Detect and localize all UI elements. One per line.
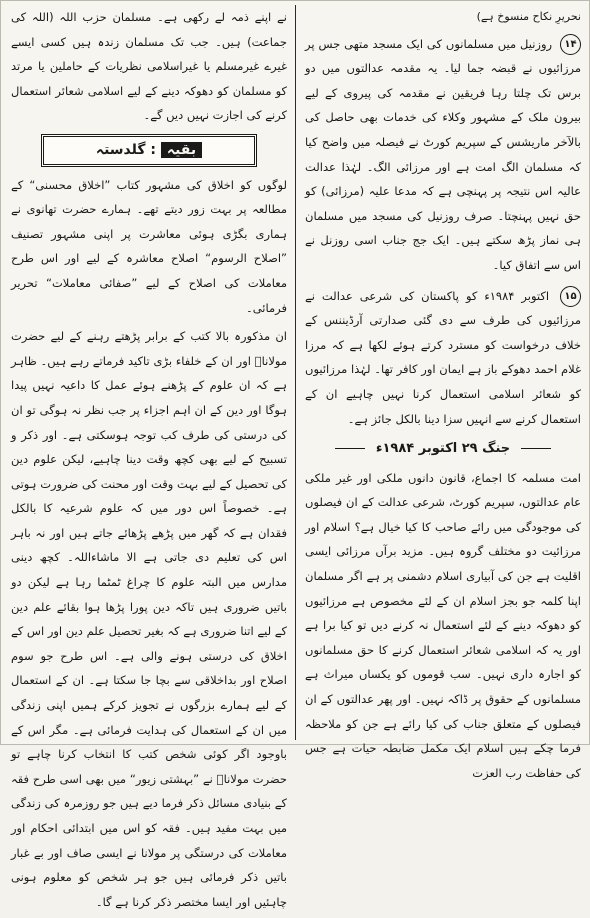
item-15-text: اکتوبر ۱۹۸۴ء کو پاکستان کی شرعی عدالت نے مرزائیوں کی طرف سے دی گئی صدارتی آرڈیننس کے خلاف درخواست کو مسترد کرتے ہوئے لکھا ہے کہ مرزا غلام احمد دھوکے باز ہے ایمان اور کافر تھا۔ لہٰذا مرزائیوں کو شعائر اسلامی استعمال کرنا نہیں چاہیے ان کے استعمال کرنے سے انہیں سزا دینا بالکل جائز ہے۔ [305, 288, 581, 426]
item-15 [305, 284, 581, 432]
item-number-badge: ۱۵ [560, 286, 581, 307]
dated-headline [305, 437, 581, 462]
section-banner [41, 134, 257, 167]
item-number-badge: ۱۴ [560, 34, 581, 55]
banner-part-1: بقیہ [161, 142, 202, 158]
headline-rule [521, 448, 551, 449]
left-paragraph-2: ان مذکورہ بالا کتب کے برابر پڑھتے رہنے کے لیے حضرت مولاناؒ اور ان کے خلفاء بڑی تاکید فرماتے رہے ہیں۔ ظاہر ہے کہ ان علوم کے پڑھنے ہوئے عمل کا داعیہ نہیں پیدا ہوگا اور دین کے ان اہم اجزاء پر جب نظر نہ ہوگی تو ان کی درستی کی طرف کب توجہ ہوسکتی ہے۔ اور ذکر و تسبیح کے لیے بھی کچھ وقت دینا چاہیے، لیکن علوم دین کی تحصیل کے لیے بہت وقت اور محنت کی ضرورت ہوتی ہے۔ خصوصاً اس دور میں کہ علوم شرعیہ کا بالکل فقدان ہے کہ گھر میں پڑھے پڑھائے جاتے ہیں اور نہ باہر اس کی تعلیم دی جاتی ہے الا ماشاءاللہ۔ کچھ دینی مدارس میں البتہ علوم کا چراغ ٹمٹما رہا ہے لیکن دو باتیں ضروری ہیں تاکہ دین پورا پڑھا ہوا بقائے علم دین کے لیے اتنا ضروری ہے کہ بغیر تحصیل علم دین اور اس کے اخلاق کی درستی ہونے والی ہے۔ اس طرح جو سوم اصلاح اور بداخلاقی سے بچا جا سکتا ہے۔ ان کے استعمال کے لیے ہمارے بزرگوں نے تجویز کرکے ہمیں اپنی زندگی میں ان کے استعمال کی ہدایت فرمائی ہے۔ مگر اس کے باوجود اگر کوئی شخص کتب کا انتخاب کرنا چاہے تو حضرت مولاناؒ نے ”بہشتی زیور“ میں بھی اسی طرح فقہ کے بنیادی مسائل ذکر فرما دیے ہیں جو روزمرہ کی زندگی میں بہت مفید ہیں۔ فقہ کو اس میں ابتدائی احکام اور معاملات کی درستگی پر مولانا نے ایسی صاف اور بے غبار باتیں ذکر فرمائی ہیں جو ہر شخص کو معلوم ہونی چاہئیں اور ایسا مختصر ذکر کرنا ہے گا۔ [11, 329, 287, 909]
headline-rule [335, 448, 365, 449]
left-column [5, 5, 293, 918]
column-divider [295, 5, 296, 740]
item-14 [305, 32, 581, 278]
left-top-paragraph: نے اپنے ذمہ لے رکھی ہے۔ مسلمان حزب اللہ (اللہ کی جماعت) ہیں۔ جب تک مسلمان زندہ ہیں کسی ایسے غیرے غیرمسلم یا غیراسلامی نظریات کے حاملین یا مرتد کو مسلمان کو دھوکہ دینے کے لیے اسلامی شعائر استعمال کرنے کی اجازت نہیں دیں گے۔ [11, 10, 287, 123]
closing-paragraph: امت مسلمہ کا اجماع، قانون دانوں ملکی اور غیر ملکی عام عدالتوں، سپریم کورٹ، شرعی عدالت کے ان فیصلوں کی موجودگی میں رائے صاحب کا کیا خیال ہے؟ اسلام اور مرزائیت دو مختلف گروہ ہیں۔ مزید برآں مرزائی ایسی اقلیت ہے جن کی آبیاری اسلام دشمنی پر ہے اگر مسلمان اپنا کلمہ جو بجز اسلام ان کے لئے مخصوص ہے مرزائیوں کو دھوکہ دینے کے لئے استعمال نہ کرنے دیں تو کیا برا ہے اور یہ کہ اسلامی شعائر استعمال کرنے کا حق مسلمانوں کو اجارہ داری نہیں۔ سب قوموں کو یکساں میراث ہے مسلمانوں کے حقوق پر ڈاکہ نہیں۔ اور پھر عدالتوں کے ان فیصلوں کے متعلق جناب کی کیا رائے ہے جن کو ملاحظہ فرما چکے ہیں اسلام ایک مکمل ضابطہ حیات ہے جس کی حفاظت رب العزت [305, 470, 581, 780]
column-caption: نحریرِ نکاح منسوخ ہے) [476, 10, 581, 23]
headline-text: جنگ ۲۹ اکتوبر ۱۹۸۴ء [375, 441, 511, 457]
item-14-text: روزنیل میں مسلمانوں کی ایک مسجد متھی جس پر مرزائیوں نے قبضہ جما لیا۔ یہ مقدمہ عدالتوں میں دو برس تک چلتا رہا فریقین نے مقدمہ کی پیروی کے لیے بیرون ملک کے مشہور وکلاء کی خدمات بھی حاصل کی بالآخر ماریشس کے سپریم کورٹ نے فیصلہ میں واضح کیا کہ مسلمان الگ امت ہے اور مرزائی الگ۔ لہٰذا عدالت عالیہ اس نتیجہ پر پہنچی ہے کہ مدعا علیہ (مرزائی) کو حق نہیں پہنچتا۔ صرف روزنیل کی مسجد میں مسلمان ہی نماز پڑھ سکتے ہیں۔ ایک جج جناب اسی روزنل نے اس سے اتفاق کیا۔ [305, 36, 581, 272]
right-column [299, 5, 587, 791]
banner-part-2: گلدستہ [95, 141, 146, 158]
left-paragraph-1: لوگوں کو اخلاق کی مشہور کتاب ”اخلاق محسنی“ کے مطالعہ پر بہت زور دیتے تھے۔ ہمارے حضرت تھانوی نے ہماری بگڑی ہوئی معاشرت پر اپنی مشہور تصنیف ”اصلاح الرسوم“ اصلاح معاشرہ کے لیے اور اس طرح معاملات کی اصلاح کے لیے ”صفائی معاملات“ تحریر فرمائی۔ [11, 177, 287, 315]
banner-separator: : [150, 141, 156, 158]
